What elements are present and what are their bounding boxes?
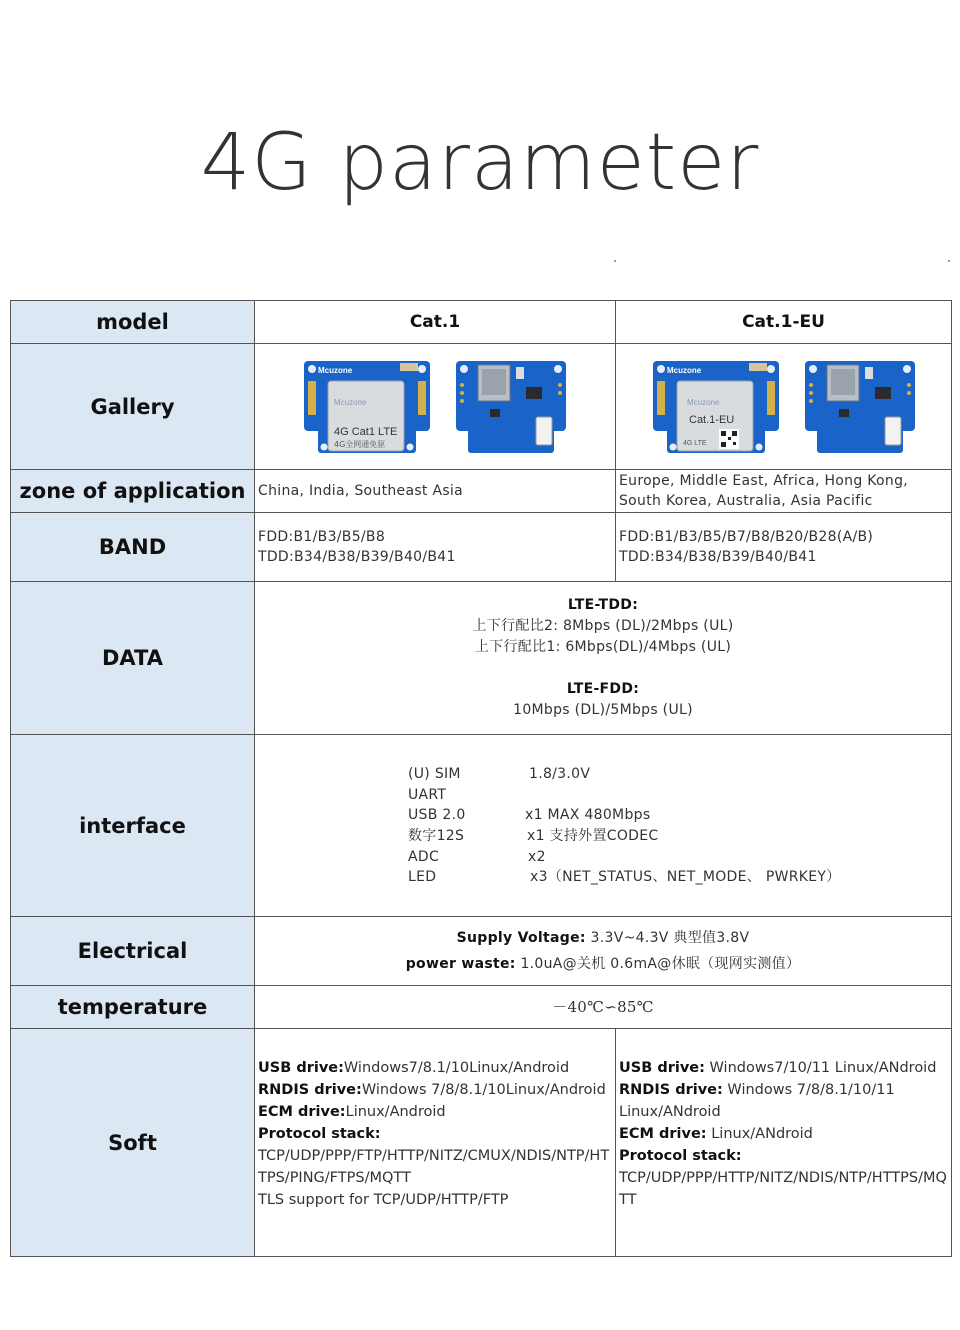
- gallery-label: Gallery: [11, 344, 255, 470]
- model-cat1-eu: Cat.1-EU: [616, 301, 952, 344]
- ecm-drive-value: Linux/ANdroid: [706, 1126, 813, 1142]
- zone-cat1-eu: Europe, Middle East, Africa, Hong Kong, South Korea, Australia, Asia Pacific: [616, 470, 952, 513]
- stray-dot: [614, 260, 616, 262]
- zone-cat1: China, India, Southeast Asia: [255, 470, 616, 513]
- usb-drive-key: USB drive:: [258, 1060, 344, 1076]
- electrical-value: [255, 917, 952, 986]
- iface-name: ADC: [408, 848, 440, 865]
- usb-drive-key: USB drive:: [619, 1060, 705, 1076]
- band-cat1-eu: [616, 513, 952, 582]
- iface-value: x1 MAX 480Mbps: [525, 806, 651, 823]
- supply-voltage-key: Supply Voltage:: [456, 930, 586, 946]
- svg-text:Mcuzone: Mcuzone: [686, 397, 719, 407]
- iface-row: [255, 764, 951, 784]
- protocol-stack-key: Protocol stack:: [619, 1148, 742, 1164]
- band-cat1-eu-tdd: TDD:B34/B38/B39/B40/B41: [619, 549, 817, 565]
- power-waste-value: 1.0uA@关机 0.6mA@休眠（现网实测值）: [520, 956, 801, 972]
- supply-voltage-value: 3.3V~4.3V 典型值3.8V: [590, 930, 750, 946]
- lte-tdd-line1: 上下行配比2: 8Mbps (DL)/2Mbps (UL): [472, 618, 734, 634]
- rndis-drive-value: Windows 7/8/8.1/10Linux/Android: [361, 1082, 606, 1098]
- iface-name: (U) SIM: [408, 765, 461, 782]
- gallery-cat1: [255, 344, 616, 470]
- soft-cat1-eu: [616, 1029, 952, 1257]
- soft-cat1: [255, 1029, 616, 1257]
- iface-value: x1 支持外置CODEC: [527, 827, 659, 844]
- rndis-drive-value: Windows 7/8/8.1/10/11 Linux/ANdroid: [619, 1082, 895, 1120]
- soft-row: [11, 1029, 952, 1257]
- temperature-label: temperature: [11, 986, 255, 1029]
- header-row: [11, 301, 952, 344]
- iface-row: [255, 847, 951, 867]
- iface-value: 1.8/3.0V: [529, 765, 591, 782]
- gallery-row: [11, 344, 952, 470]
- cat1-board-back-image: [456, 359, 566, 455]
- iface-value: x2: [528, 848, 546, 865]
- ecm-drive-key: ECM drive:: [619, 1126, 707, 1142]
- iface-row: [255, 826, 951, 846]
- cat1-eu-board-back-image: [805, 359, 915, 455]
- iface-value: x3（NET_STATUS、NET_MODE、 PWRKEY）: [530, 868, 841, 885]
- interface-row: [11, 735, 952, 917]
- interface-label: interface: [11, 735, 255, 917]
- iface-name: USB 2.0: [408, 806, 466, 823]
- electrical-label: Electrical: [11, 917, 255, 986]
- cat1-eu-board-front-image: [653, 359, 779, 455]
- iface-name: LED: [408, 868, 437, 885]
- band-cat1-tdd: TDD:B34/B38/B39/B40/B41: [258, 549, 456, 565]
- cat1-eu-chip-line2: 4G LTE: [682, 439, 707, 447]
- electrical-row: [11, 917, 952, 986]
- data-value: [255, 582, 952, 735]
- lte-tdd-line2: 上下行配比1: 6Mbps(DL)/4Mbps (UL): [474, 639, 732, 655]
- cat1-board-front-image: [304, 359, 430, 455]
- zone-row: [11, 470, 952, 513]
- lte-fdd-line1: 10Mbps (DL)/5Mbps (UL): [513, 702, 693, 718]
- ecm-drive-value: Linux/Android: [345, 1104, 446, 1120]
- iface-name: UART: [408, 786, 447, 803]
- page-title: 4G parameter: [200, 118, 760, 208]
- spec-table: [10, 300, 952, 1257]
- cat1-eu-brand: Mcuzone: [666, 365, 701, 375]
- cat1-chip-line2: 4G全网通免驱: [334, 439, 386, 449]
- interface-value: [255, 735, 952, 917]
- rndis-drive-key: RNDIS drive:: [258, 1082, 362, 1098]
- zone-label: zone of application: [11, 470, 255, 513]
- protocol-stack-value: TCP/UDP/PPP/FTP/HTTP/NITZ/CMUX/NDIS/NTP/HTTPS/PING/FTPS/MQTT: [258, 1148, 610, 1186]
- iface-name: 数字12S: [408, 827, 465, 844]
- tls-support: TLS support for TCP/UDP/HTTP/FTP: [258, 1192, 509, 1208]
- band-cat1-fdd: FDD:B1/B3/B5/B8: [258, 529, 386, 545]
- lte-fdd-title: LTE-FDD:: [566, 681, 640, 697]
- model-cat1: Cat.1: [255, 301, 616, 344]
- usb-drive-value: Windows7/10/11 Linux/ANdroid: [704, 1060, 937, 1076]
- band-label: BAND: [11, 513, 255, 582]
- model-label: model: [11, 301, 255, 344]
- band-cat1: [255, 513, 616, 582]
- temperature-value: －40℃∽85℃: [255, 986, 952, 1029]
- iface-row: [255, 867, 951, 887]
- gallery-cat1-eu: [616, 344, 952, 470]
- protocol-stack-key: Protocol stack:: [258, 1126, 381, 1142]
- band-cat1-eu-fdd: FDD:B1/B3/B5/B7/B8/B20/B28(A/B): [619, 529, 874, 545]
- cat1-chip-line1: 4G Cat1 LTE: [334, 425, 398, 438]
- soft-label: Soft: [11, 1029, 255, 1257]
- band-row: [11, 513, 952, 582]
- cat1-brand: Mcuzone: [318, 365, 353, 375]
- iface-row: [255, 785, 951, 805]
- svg-text:Mcuzone: Mcuzone: [334, 397, 367, 407]
- cat1-eu-chip-line1: Cat.1-EU: [688, 413, 734, 426]
- lte-tdd-title: LTE-TDD:: [567, 597, 639, 613]
- ecm-drive-key: ECM drive:: [258, 1104, 346, 1120]
- data-label: DATA: [11, 582, 255, 735]
- temperature-row: [11, 986, 952, 1029]
- rndis-drive-key: RNDIS drive:: [619, 1082, 723, 1098]
- data-row: [11, 582, 952, 735]
- stray-dot: [948, 260, 950, 262]
- usb-drive-value: Windows7/8.1/10Linux/Android: [343, 1060, 570, 1076]
- power-waste-key: power waste:: [405, 956, 516, 972]
- iface-row: [255, 805, 951, 825]
- protocol-stack-value: TCP/UDP/PPP/HTTP/NITZ/NDIS/NTP/HTTPS/MQTT: [619, 1170, 947, 1208]
